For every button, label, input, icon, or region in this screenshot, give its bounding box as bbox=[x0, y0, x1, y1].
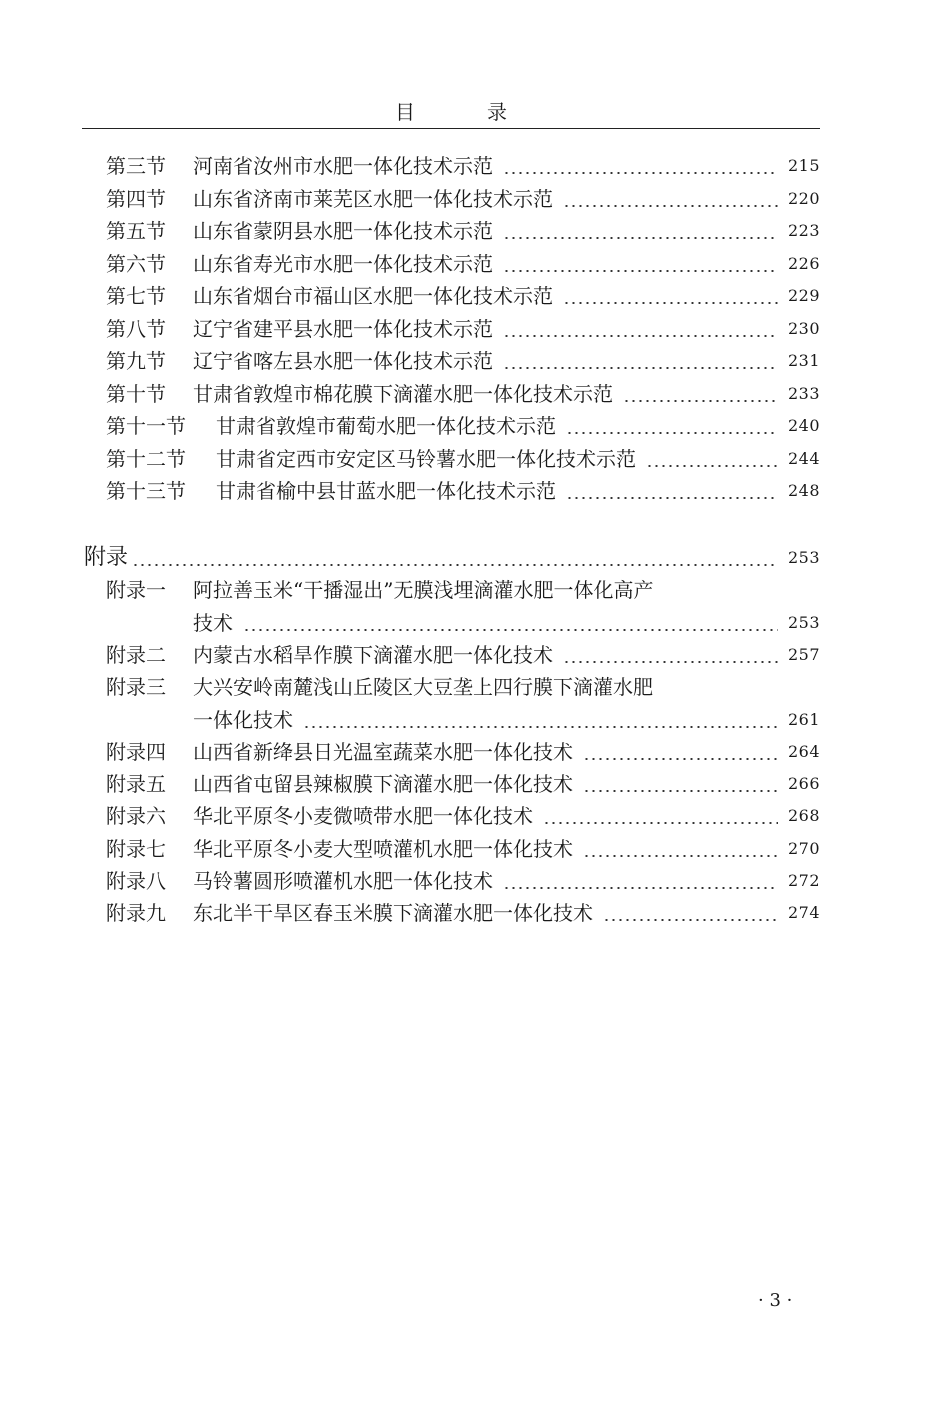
entry-title: 河南省汝州市水肥一体化技术示范 bbox=[193, 154, 493, 178]
leader-dots bbox=[566, 432, 778, 434]
leader-dots bbox=[563, 302, 778, 304]
entry-page: 257 bbox=[787, 645, 820, 664]
entry-page: 253 bbox=[787, 613, 820, 632]
leader-dots bbox=[503, 172, 778, 174]
entry-title: 甘肃省榆中县甘蓝水肥一体化技术示范 bbox=[216, 479, 556, 503]
header-char-2: 录 bbox=[487, 100, 543, 124]
entry-page: 266 bbox=[787, 774, 820, 793]
entry-label: 附录九 bbox=[106, 901, 166, 925]
entry-label: 第七节 bbox=[106, 284, 166, 308]
entry-title: 山东省蒙阴县水肥一体化技术示范 bbox=[193, 219, 493, 243]
toc-entry[interactable] bbox=[106, 378, 820, 408]
entry-label: 第十节 bbox=[106, 382, 166, 406]
entry-title: 甘肃省敦煌市棉花膜下滴灌水肥一体化技术示范 bbox=[193, 382, 613, 406]
entry-page: 231 bbox=[787, 351, 820, 370]
toc-entry[interactable] bbox=[106, 248, 820, 278]
toc-entry[interactable] bbox=[106, 183, 820, 213]
leader-dots bbox=[623, 400, 778, 402]
toc-entry[interactable] bbox=[106, 736, 820, 766]
toc-entry[interactable] bbox=[106, 671, 820, 701]
leader-dots bbox=[603, 919, 778, 921]
leader-dots bbox=[503, 887, 778, 889]
entry-title: 山东省济南市莱芜区水肥一体化技术示范 bbox=[193, 187, 553, 211]
entry-title: 山东省烟台市福山区水肥一体化技术示范 bbox=[193, 284, 553, 308]
entry-label: 附录二 bbox=[106, 643, 166, 667]
toc-entry[interactable] bbox=[106, 345, 820, 375]
toc-entry[interactable] bbox=[106, 313, 820, 343]
entry-label: 附录六 bbox=[106, 804, 166, 828]
entry-page: 220 bbox=[787, 189, 820, 208]
entry-title: 山西省新绛县日光温室蔬菜水肥一体化技术 bbox=[193, 740, 573, 764]
toc-entry[interactable] bbox=[106, 800, 820, 830]
entry-title-line2: 一体化技术 bbox=[193, 708, 293, 732]
leader-dots bbox=[646, 465, 778, 467]
toc-entry[interactable] bbox=[106, 443, 820, 473]
entry-label: 附录一 bbox=[106, 578, 166, 602]
entry-label: 附录七 bbox=[106, 837, 166, 861]
entry-title: 马铃薯圆形喷灌机水肥一体化技术 bbox=[193, 869, 493, 893]
leader-dots bbox=[566, 497, 778, 499]
entry-label: 附录四 bbox=[106, 740, 166, 764]
entry-page: 230 bbox=[787, 319, 820, 338]
entry-page: 261 bbox=[787, 710, 820, 729]
leader-dots bbox=[563, 205, 778, 207]
entry-label: 第八节 bbox=[106, 317, 166, 341]
toc-entry[interactable] bbox=[106, 865, 820, 895]
entry-label: 附录八 bbox=[106, 869, 166, 893]
entry-page: 244 bbox=[787, 449, 820, 468]
entry-title: 华北平原冬小麦大型喷灌机水肥一体化技术 bbox=[193, 837, 573, 861]
toc-entry[interactable] bbox=[106, 768, 820, 798]
entry-page: 272 bbox=[787, 871, 820, 890]
toc-entry[interactable] bbox=[106, 897, 820, 927]
leader-dots bbox=[563, 661, 778, 663]
entry-title: 甘肃省敦煌市葡萄水肥一体化技术示范 bbox=[216, 414, 556, 438]
entry-page: 226 bbox=[787, 254, 820, 273]
entry-title: 东北半干旱区春玉米膜下滴灌水肥一体化技术 bbox=[193, 901, 593, 925]
leader-dots bbox=[583, 855, 778, 857]
toc-entry-continuation[interactable] bbox=[193, 704, 820, 734]
leader-dots bbox=[503, 335, 778, 337]
toc-entry[interactable] bbox=[106, 215, 820, 245]
entry-label: 第三节 bbox=[106, 154, 166, 178]
toc-entry[interactable] bbox=[106, 475, 820, 505]
leader-dots bbox=[503, 237, 778, 239]
entry-title-line2: 技术 bbox=[193, 611, 233, 635]
entry-label: 第五节 bbox=[106, 219, 166, 243]
toc-entry[interactable] bbox=[106, 574, 820, 604]
entry-page: 229 bbox=[787, 286, 820, 305]
entry-page: 248 bbox=[787, 481, 820, 500]
entry-page: 233 bbox=[787, 384, 820, 403]
entry-label: 附录三 bbox=[106, 675, 166, 699]
toc-entry[interactable] bbox=[106, 280, 820, 310]
toc-entry-continuation[interactable] bbox=[193, 607, 820, 637]
entry-title: 辽宁省建平县水肥一体化技术示范 bbox=[193, 317, 493, 341]
entry-label: 第十一节 bbox=[106, 414, 186, 438]
entry-label: 第四节 bbox=[106, 187, 166, 211]
toc-entry[interactable] bbox=[106, 410, 820, 440]
entry-page: 223 bbox=[787, 221, 820, 240]
entry-label: 第九节 bbox=[106, 349, 166, 373]
entry-page: 270 bbox=[787, 839, 820, 858]
toc-entry[interactable] bbox=[106, 833, 820, 863]
leader-dots bbox=[503, 367, 778, 369]
entry-title: 甘肃省定西市安定区马铃薯水肥一体化技术示范 bbox=[216, 447, 636, 471]
entry-page: 253 bbox=[787, 548, 820, 567]
toc-entry-appendix[interactable] bbox=[84, 542, 820, 572]
header-char-1: 目 bbox=[395, 100, 451, 124]
leader-dots bbox=[243, 629, 778, 631]
header-rule bbox=[82, 128, 820, 129]
leader-dots bbox=[583, 790, 778, 792]
entry-label: 第十二节 bbox=[106, 447, 186, 471]
entry-title: 内蒙古水稻旱作膜下滴灌水肥一体化技术 bbox=[193, 643, 553, 667]
leader-dots bbox=[503, 270, 778, 272]
entry-page: 274 bbox=[787, 903, 820, 922]
leader-dots bbox=[583, 758, 778, 760]
entry-title: 山东省寿光市水肥一体化技术示范 bbox=[193, 252, 493, 276]
entry-label: 附录五 bbox=[106, 772, 166, 796]
appendix-heading: 附录 bbox=[84, 545, 129, 570]
entry-title-line1: 阿拉善玉米“干播湿出”无膜浅埋滴灌水肥一体化高产 bbox=[193, 578, 654, 602]
entry-title: 华北平原冬小麦微喷带水肥一体化技术 bbox=[193, 804, 533, 828]
entry-page: 240 bbox=[787, 416, 820, 435]
leader-dots bbox=[303, 726, 778, 728]
toc-entry[interactable] bbox=[106, 150, 820, 180]
page-number: · 3 · bbox=[758, 1290, 793, 1311]
running-header bbox=[82, 96, 820, 126]
entry-page: 264 bbox=[787, 742, 820, 761]
toc-entry[interactable] bbox=[106, 639, 820, 669]
entry-label: 第十三节 bbox=[106, 479, 186, 503]
entry-page: 215 bbox=[787, 156, 820, 175]
entry-label: 第六节 bbox=[106, 252, 166, 276]
entry-page: 268 bbox=[787, 806, 820, 825]
entry-title: 山西省屯留县辣椒膜下滴灌水肥一体化技术 bbox=[193, 772, 573, 796]
entry-title: 辽宁省喀左县水肥一体化技术示范 bbox=[193, 349, 493, 373]
entry-title-line1: 大兴安岭南麓浅山丘陵区大豆垄上四行膜下滴灌水肥 bbox=[193, 675, 653, 699]
leader-dots bbox=[132, 564, 778, 566]
leader-dots bbox=[543, 822, 778, 824]
